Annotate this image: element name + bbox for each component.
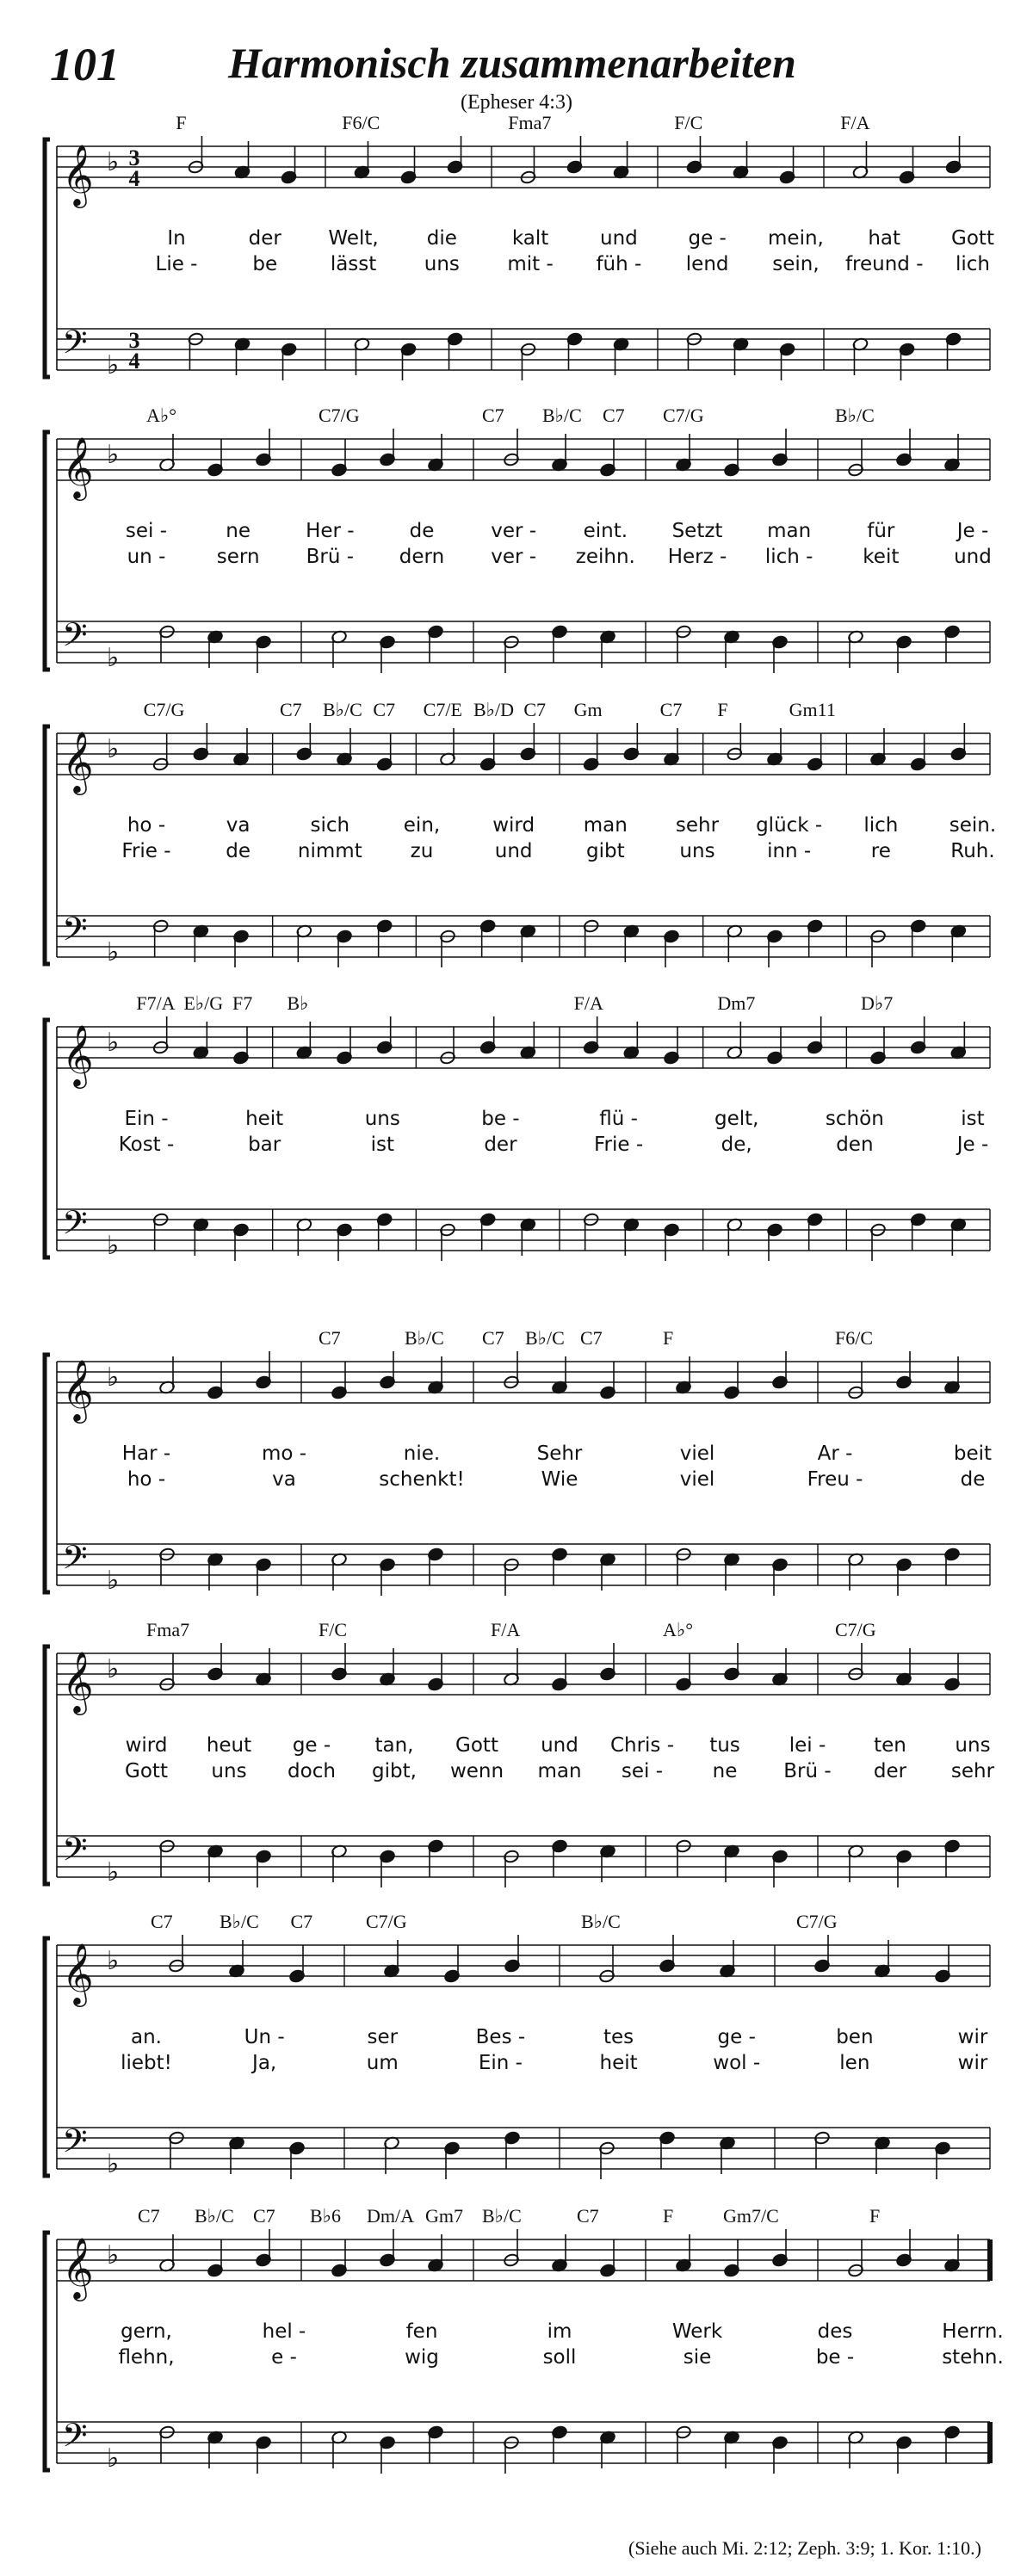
bass-clef: 𝄢: [62, 323, 88, 369]
lyric-syllable: tes: [603, 2026, 634, 2048]
chord-symbol: A♭°: [146, 405, 177, 426]
lyric-syllable: Brü -: [783, 1760, 832, 1782]
chord-symbol: C7/G: [835, 1619, 876, 1640]
lyric-syllable: flehn,: [118, 2346, 175, 2369]
chord-symbol: B♭/C: [525, 1327, 565, 1349]
key-signature-flat: ♭: [107, 937, 120, 967]
lyric-syllable: be -: [481, 1108, 520, 1130]
lyric-syllable: Un -: [244, 2026, 285, 2048]
chord-symbol: C7/G: [143, 699, 185, 720]
chord-symbol: C7: [151, 1911, 173, 1932]
lyric-syllable: doch: [288, 1760, 336, 1782]
lyric-syllable: der: [484, 1134, 517, 1156]
lyric-syllable: uns: [211, 1760, 247, 1782]
chord-symbol: F/A: [491, 1619, 521, 1640]
lyric-syllable: wird: [125, 1734, 168, 1757]
chord-symbol: B♭/C: [195, 2205, 234, 2227]
lyric-syllable: mein,: [768, 227, 824, 250]
key-signature-flat: ♭: [107, 2240, 120, 2270]
lyric-syllable: wir: [957, 2026, 988, 2048]
lyric-syllable: der: [873, 1760, 907, 1782]
lyric-syllable: der: [248, 227, 281, 250]
chord-symbol: B♭/D: [473, 699, 515, 720]
lyric-syllable: Werk: [671, 2320, 723, 2343]
lyric-syllable: lend: [685, 253, 729, 275]
time-signature-numerator: 3: [128, 145, 140, 170]
chord-symbol: F6/C: [835, 1327, 874, 1349]
lyric-syllable: schön: [825, 1108, 884, 1130]
chord-symbol: C7: [138, 2205, 160, 2227]
lyric-syllable: heit: [245, 1108, 284, 1130]
lyric-syllable: Ja,: [252, 2052, 277, 2074]
lyric-syllable: be: [252, 253, 278, 275]
lyric-syllable: beit: [953, 1442, 993, 1465]
chord-symbol: D♭7: [861, 992, 894, 1014]
chord-symbol: C7: [603, 405, 625, 426]
lyric-syllable: Wie: [541, 1468, 578, 1491]
lyric-syllable: dern: [399, 546, 445, 568]
chord-symbol: B♭/C: [542, 405, 582, 426]
lyric-syllable: Je -: [956, 520, 989, 542]
chord-symbol: B♭6: [310, 2205, 342, 2227]
lyric-syllable: glück -: [756, 814, 823, 837]
lyric-syllable: wol -: [713, 2052, 761, 2074]
key-signature-flat: ♭: [107, 734, 120, 764]
lyric-syllable: Her -: [306, 520, 355, 542]
lyric-syllable: Herz -: [667, 546, 727, 568]
bass-clef: 𝄢: [62, 615, 88, 662]
lyric-syllable: va: [226, 814, 251, 837]
time-signature-denominator: 4: [128, 349, 140, 374]
lyric-syllable: ver -: [491, 520, 537, 542]
lyric-syllable: man: [767, 520, 812, 542]
lyric-syllable: bar: [248, 1134, 281, 1156]
lyric-syllable: sie: [683, 2346, 712, 2369]
lyric-syllable: ten: [874, 1734, 906, 1757]
lyric-syllable: ver -: [491, 546, 537, 568]
lyric-syllable: Ruh.: [950, 840, 995, 862]
lyric-syllable: Welt,: [328, 227, 379, 250]
chord-symbol: C7: [482, 1327, 504, 1349]
lyric-syllable: de: [409, 520, 435, 542]
chord-symbol: F: [717, 699, 728, 720]
chord-symbol: F7/A: [136, 992, 176, 1014]
chord-symbol: F/C: [319, 1619, 348, 1640]
lyric-syllable: ein,: [403, 814, 441, 837]
chord-symbol: F: [663, 1327, 674, 1349]
lyric-syllable: Ar -: [817, 1442, 853, 1465]
system-bracket: [45, 1938, 50, 2176]
lyric-syllable: schenkt!: [379, 1468, 465, 1491]
lyric-syllable: Setzt: [671, 520, 723, 542]
treble-clef: 𝄞: [62, 1942, 94, 2005]
chord-symbol: C7: [280, 699, 302, 720]
lyric-syllable: sehr: [675, 814, 720, 837]
lyric-syllable: Ein -: [124, 1108, 169, 1130]
bass-clef: 𝄢: [62, 1203, 88, 1250]
lyric-syllable: heit: [599, 2052, 638, 2074]
chord-symbol: Dm/A: [367, 2205, 414, 2227]
lyric-syllable: ist: [370, 1134, 394, 1156]
lyric-syllable: ge -: [292, 1734, 331, 1757]
lyric-syllable: liebt!: [121, 2052, 172, 2074]
lyric-syllable: ho -: [127, 1468, 166, 1491]
chord-symbol: C7/G: [319, 405, 360, 426]
time-signature-numerator: 3: [128, 328, 140, 353]
key-signature-flat: ♭: [107, 350, 120, 380]
scripture-reference: (Epheser 4:3): [461, 91, 572, 114]
treble-clef: 𝄞: [62, 1650, 94, 1713]
key-signature-flat: ♭: [107, 440, 120, 470]
lyric-syllable: sern: [216, 546, 260, 568]
bass-clef: 𝄢: [62, 2122, 88, 2168]
lyric-syllable: ser: [367, 2026, 399, 2048]
key-signature-flat: ♭: [107, 643, 120, 673]
lyric-syllable: heut: [206, 1734, 252, 1757]
system-bracket: [45, 2233, 50, 2470]
treble-clef: 𝄞: [62, 1023, 94, 1086]
lyric-syllable: und: [600, 227, 638, 250]
lyric-syllable: und: [541, 1734, 578, 1757]
lyric-syllable: nie.: [403, 1442, 441, 1465]
lyric-syllable: gelt,: [714, 1108, 759, 1130]
key-signature-flat: ♭: [107, 1654, 120, 1684]
lyric-syllable: Ein -: [478, 2052, 523, 2074]
key-signature-flat: ♭: [107, 147, 120, 177]
lyric-syllable: Bes -: [475, 2026, 526, 2048]
lyric-syllable: hel -: [262, 2320, 306, 2343]
lyric-syllable: uns: [364, 1108, 400, 1130]
lyric-syllable: de,: [721, 1134, 752, 1156]
bass-clef: 𝄢: [62, 1538, 88, 1585]
lyric-syllable: wird: [492, 814, 535, 837]
bass-clef: 𝄢: [62, 910, 88, 956]
lyric-syllable: und: [954, 546, 992, 568]
chord-symbol: F: [176, 112, 187, 133]
chord-symbol: C7/G: [796, 1911, 838, 1932]
lyric-syllable: ben: [836, 2026, 874, 2048]
lyric-syllable: sein.: [949, 814, 997, 837]
chord-symbol: C7: [319, 1327, 341, 1349]
lyric-syllable: flü -: [599, 1108, 638, 1130]
lyric-syllable: de: [226, 840, 251, 862]
chord-symbol: F/A: [573, 992, 603, 1014]
lyric-syllable: Gott: [951, 227, 994, 250]
chord-symbol: Gm: [573, 699, 603, 720]
treble-clef: 𝄞: [62, 1358, 94, 1421]
lyric-syllable: stehn.: [942, 2346, 1004, 2369]
system-bracket: [45, 1020, 50, 1257]
lyric-syllable: für: [867, 520, 895, 542]
key-signature-flat: ♭: [107, 1028, 120, 1058]
lyric-syllable: die: [426, 227, 457, 250]
hymn-title: Harmonisch zusammenarbeiten: [228, 39, 796, 87]
lyric-syllable: man: [537, 1760, 582, 1782]
lyric-syllable: be -: [815, 2346, 855, 2369]
lyric-syllable: hat: [868, 227, 901, 250]
lyric-syllable: ne: [226, 520, 251, 542]
lyric-syllable: gibt,: [372, 1760, 417, 1782]
lyric-syllable: sich: [310, 814, 350, 837]
chord-symbol: C7: [659, 699, 683, 720]
chord-symbol: C7: [577, 2205, 599, 2227]
lyric-syllable: soll: [542, 2346, 577, 2369]
chord-symbol: C7/G: [663, 405, 704, 426]
key-signature-flat: ♭: [107, 1231, 120, 1261]
lyric-syllable: sei -: [621, 1760, 664, 1782]
lyric-syllable: lich -: [764, 546, 813, 568]
chord-symbol: C7: [523, 699, 547, 720]
lyric-syllable: uns: [955, 1734, 991, 1757]
hymn-number: 101: [50, 39, 120, 90]
lyric-syllable: re: [870, 840, 891, 862]
bass-clef: 𝄢: [62, 1830, 88, 1876]
lyric-syllable: ge -: [688, 227, 727, 250]
chord-symbol: B♭/C: [482, 2205, 522, 2227]
lyric-syllable: fen: [405, 2320, 438, 2343]
lyric-syllable: Har -: [121, 1442, 171, 1465]
chord-symbol: C7/E: [423, 699, 462, 720]
chord-symbol: B♭/C: [581, 1911, 621, 1932]
key-signature-flat: ♭: [107, 2443, 120, 2474]
lyric-syllable: Chris -: [609, 1734, 675, 1757]
lyric-syllable: Lie -: [155, 253, 198, 275]
treble-clef: 𝄞: [62, 2236, 94, 2299]
chord-symbol: F6/C: [342, 112, 380, 133]
lyric-syllable: uns: [424, 253, 460, 275]
chord-symbol: F: [663, 2205, 674, 2227]
lyric-syllable: wenn: [449, 1760, 504, 1782]
lyric-syllable: des: [817, 2320, 853, 2343]
chord-symbol: Dm7: [717, 992, 756, 1014]
chord-symbol: B♭/C: [220, 1911, 259, 1932]
lyric-syllable: lich: [863, 814, 899, 837]
chord-symbol: B♭: [287, 992, 309, 1014]
lyric-syllable: Je -: [956, 1134, 989, 1156]
chord-symbol: F7: [232, 992, 253, 1014]
lyric-syllable: nimmt: [297, 840, 362, 862]
chord-symbol: Fma7: [146, 1619, 190, 1640]
chord-symbol: C7: [580, 1327, 603, 1349]
chord-symbol: B♭/C: [405, 1327, 444, 1349]
lyric-syllable: Sehr: [536, 1442, 583, 1465]
system-bracket: [45, 432, 50, 670]
system-bracket: [45, 1355, 50, 1592]
lyric-syllable: un -: [127, 546, 166, 568]
footer-references: (Siehe auch Mi. 2:12; Zeph. 3:9; 1. Kor. 1:10.): [628, 2537, 981, 2559]
system-bracket: [45, 1646, 50, 1884]
key-signature-flat: ♭: [107, 1946, 120, 1976]
lyric-syllable: viel: [679, 1442, 715, 1465]
chord-symbol: C7: [482, 405, 504, 426]
lyric-syllable: gern,: [121, 2320, 172, 2343]
lyric-syllable: ne: [712, 1760, 738, 1782]
lyric-syllable: um: [366, 2052, 399, 2074]
lyric-syllable: eint.: [583, 520, 628, 542]
lyric-syllable: Gott: [455, 1734, 498, 1757]
lyric-syllable: zu: [410, 840, 434, 862]
chord-symbol: C7: [373, 699, 396, 720]
lyric-syllable: Freu -: [807, 1468, 863, 1491]
lyric-syllable: mit -: [507, 253, 554, 275]
chord-symbol: C7: [253, 2205, 275, 2227]
lyric-syllable: Herrn.: [942, 2320, 1004, 2343]
chord-symbol: B♭/C: [323, 699, 362, 720]
treble-clef: 𝄞: [62, 143, 94, 206]
chord-symbol: F: [869, 2205, 881, 2227]
key-signature-flat: ♭: [107, 2149, 120, 2179]
lyric-syllable: tan,: [374, 1734, 414, 1757]
time-signature-denominator: 4: [128, 166, 140, 191]
lyric-syllable: sehr: [950, 1760, 995, 1782]
lyric-syllable: uns: [679, 840, 715, 862]
chord-symbol: Fma7: [508, 112, 552, 133]
treble-clef: 𝄞: [62, 436, 94, 498]
lyric-syllable: im: [547, 2320, 572, 2343]
lyric-syllable: wig: [405, 2346, 439, 2369]
lyric-syllable: Frie -: [593, 1134, 644, 1156]
chord-symbol: B♭/C: [835, 405, 875, 426]
chord-symbol: E♭/G: [183, 992, 224, 1014]
system-bracket: [45, 139, 50, 377]
lyric-syllable: e -: [271, 2346, 297, 2369]
lyric-syllable: sei -: [125, 520, 168, 542]
lyric-syllable: man: [583, 814, 628, 837]
chord-symbol: C7: [290, 1911, 313, 1932]
lyric-syllable: kalt: [511, 227, 549, 250]
lyric-syllable: lei -: [789, 1734, 826, 1757]
lyric-syllable: len: [839, 2052, 870, 2074]
lyric-syllable: Kost -: [118, 1134, 175, 1156]
lyric-syllable: Brü -: [306, 546, 355, 568]
bass-clef: 𝄢: [62, 2416, 88, 2462]
lyric-syllable: sein,: [772, 253, 820, 275]
chord-symbol: A♭°: [663, 1619, 694, 1640]
lyric-syllable: den: [836, 1134, 874, 1156]
lyric-syllable: lich: [955, 253, 991, 275]
lyric-syllable: Frie -: [121, 840, 171, 862]
lyric-syllable: tus: [709, 1734, 740, 1757]
lyric-syllable: de: [960, 1468, 986, 1491]
lyric-syllable: lässt: [330, 253, 377, 275]
lyric-syllable: In: [167, 227, 186, 250]
lyric-syllable: gibt: [586, 840, 625, 862]
lyric-syllable: viel: [679, 1468, 715, 1491]
lyric-syllable: ist: [961, 1108, 985, 1130]
lyric-syllable: wir: [957, 2052, 988, 2074]
chord-symbol: Gm11: [789, 699, 836, 720]
chord-symbol: Gm7/C: [723, 2205, 779, 2227]
key-signature-flat: ♭: [107, 1857, 120, 1887]
lyric-syllable: keit: [863, 546, 900, 568]
chord-symbol: C7/G: [366, 1911, 407, 1932]
lyric-syllable: ho -: [127, 814, 166, 837]
lyric-syllable: va: [272, 1468, 296, 1491]
key-signature-flat: ♭: [107, 1362, 120, 1393]
chord-symbol: F/A: [840, 112, 870, 133]
lyric-syllable: zeihn.: [575, 546, 635, 568]
key-signature-flat: ♭: [107, 1566, 120, 1596]
lyric-syllable: und: [494, 840, 533, 862]
chord-symbol: F/C: [674, 112, 703, 133]
lyric-syllable: füh -: [596, 253, 642, 275]
treble-clef: 𝄞: [62, 730, 94, 793]
chord-symbol: Gm7: [425, 2205, 463, 2227]
lyric-syllable: ge -: [717, 2026, 756, 2048]
lyric-syllable: Gott: [125, 1760, 168, 1782]
lyric-syllable: freund -: [844, 253, 924, 275]
lyric-syllable: an.: [131, 2026, 162, 2048]
lyric-syllable: inn -: [767, 840, 812, 862]
lyric-syllable: mo -: [261, 1442, 307, 1465]
system-bracket: [45, 726, 50, 964]
